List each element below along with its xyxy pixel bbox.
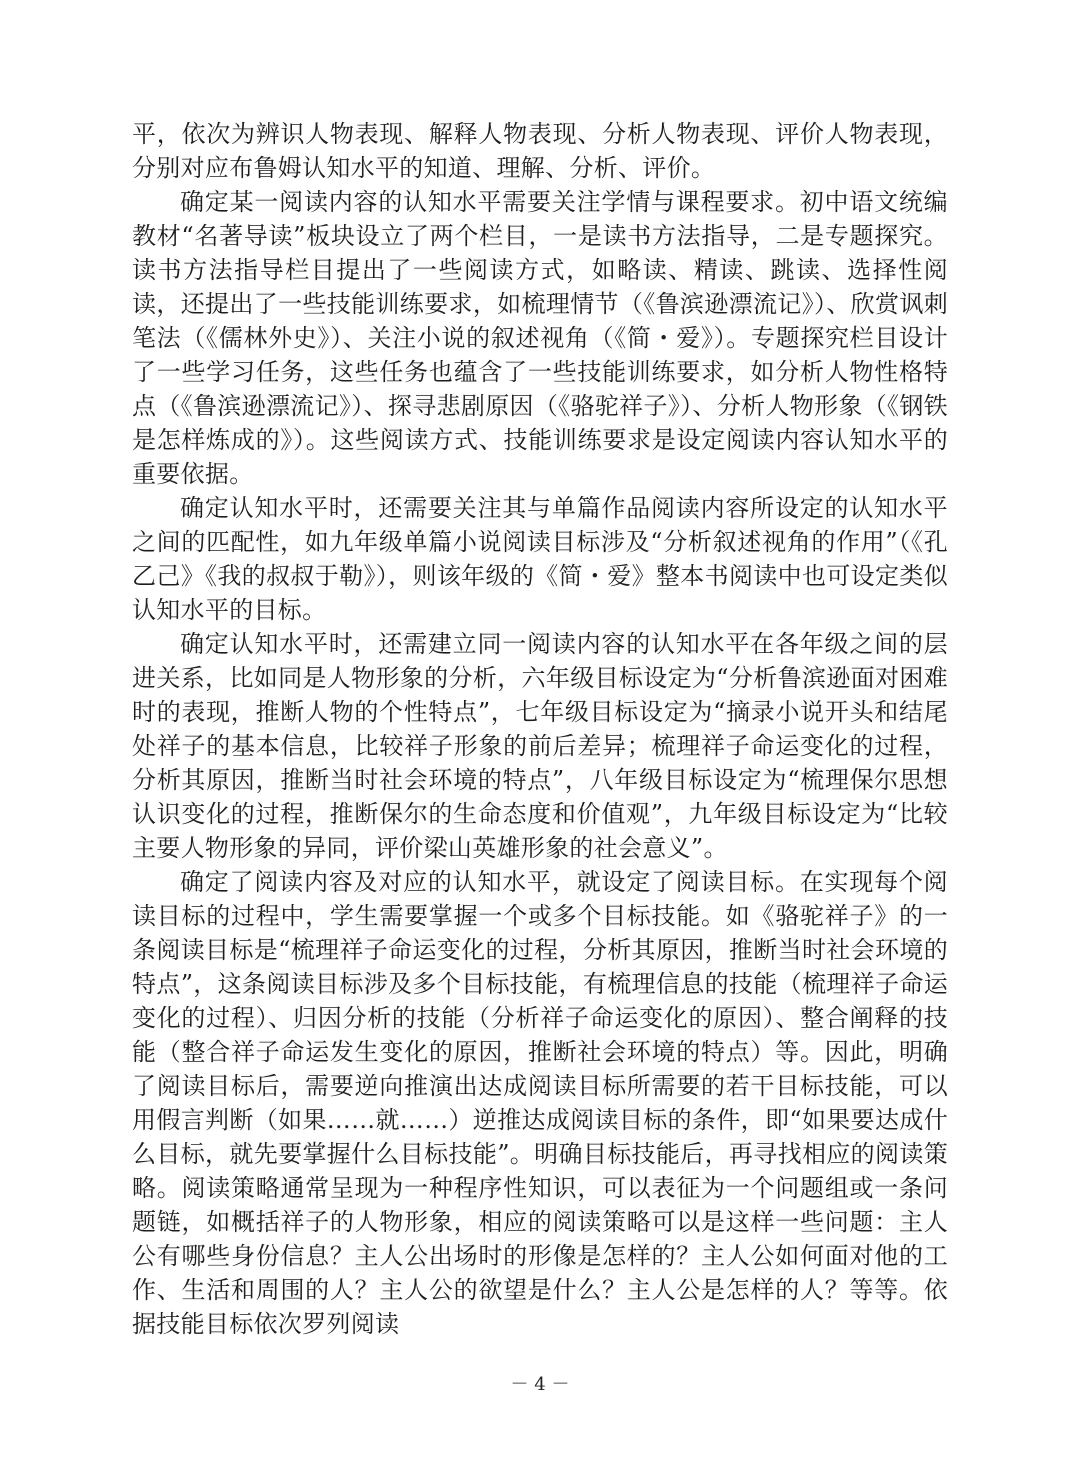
- body-text: [132, 117, 948, 1341]
- page-number: － 4 －: [510, 1374, 570, 1395]
- paragraph-continuation: 平，依次为辨识人物表现、解释人物表现、分析人物表现、评价人物表现，分别对应布鲁姆认知水平的知道、理解、分析、评价。: [132, 120, 948, 182]
- paragraph-cognitive-level-matching: 确定认知水平时，还需要关注其与单篇作品阅读内容所设定的认知水平之间的匹配性，如九年级单篇小说阅读目标涉及“分析叙述视角的作用”（《孔乙己》《我的叔叔于勒》），则该年级的《简・爱》整本书阅读中也可设定类似认知水平的目标。: [132, 494, 948, 624]
- paragraph-cognitive-level-requirements: 确定某一阅读内容的认知水平需要关注学情与课程要求。初中语文统编教材“名著导读”板块设立了两个栏目，一是读书方法指导，二是专题探究。读书方法指导栏目提出了一些阅读方式，如略读、精读、跳读、选择性阅读，还提出了一些技能训练要求，如梳理情节（《鲁滨逊漂流记》）、欣赏讽刺笔法（《儒林外史》）、关注小说的叙述视角（《简・爱》）。专题探究栏目设计了一些学习任务，这些任务也蕴含了一些技能训练要求，如分析人物性格特点（《鲁滨逊漂流记》）、探寻悲剧原因（《骆驼祥子》）、分析人物形象（《钢铁是怎样炼成的》）。这些阅读方式、技能训练要求是设定阅读内容认知水平的重要依据。: [132, 188, 948, 488]
- paragraph-target-skills: 确定了阅读内容及对应的认知水平，就设定了阅读目标。在实现每个阅读目标的过程中，学生需要掌握一个或多个目标技能。如《骆驼祥子》的一条阅读目标是“梳理祥子命运变化的过程，分析其原因，推断当时社会环境的特点”，这条阅读目标涉及多个目标技能，有梳理信息的技能（梳理祥子命运变化的过程）、归因分析的技能（分析祥子命运变化的原因）、整合阐释的技能（整合祥子命运发生变化的原因，推断社会环境的特点）等。因此，明确了阅读目标后，需要逆向推演出达成阅读目标所需要的若干目标技能，可以用假言判断（如果……就……）逆推达成阅读目标的条件，即“如果要达成什么目标，就先要掌握什么目标技能”。明确目标技能后，再寻找相应的阅读策略。阅读策略通常呈现为一种程序性知识，可以表征为一个问题组或一条问题链，如概括祥子的人物形象，相应的阅读策略可以是这样一些问题：主人公有哪些身份信息？主人公出场时的形像是怎样的？主人公如何面对他的工作、生活和周围的人？主人公的欲望是什么？主人公是怎样的人？等等。依据技能目标依次罗列阅读: [132, 868, 948, 1338]
- paragraph-grade-progression: 确定认知水平时，还需建立同一阅读内容的认知水平在各年级之间的层进关系，比如同是人物形象的分析，六年级目标设定为“分析鲁滨逊面对困难时的表现，推断人物的个性特点”，七年级目标设定为“摘录小说开头和结尾处祥子的基本信息，比较祥子形象的前后差异；梳理祥子命运变化的过程，分析其原因，推断当时社会环境的特点”，八年级目标设定为“梳理保尔思想认识变化的过程，推断保尔的生命态度和价值观”，九年级目标设定为“比较主要人物形象的异同，评价梁山英雄形象的社会意义”。: [132, 630, 948, 862]
